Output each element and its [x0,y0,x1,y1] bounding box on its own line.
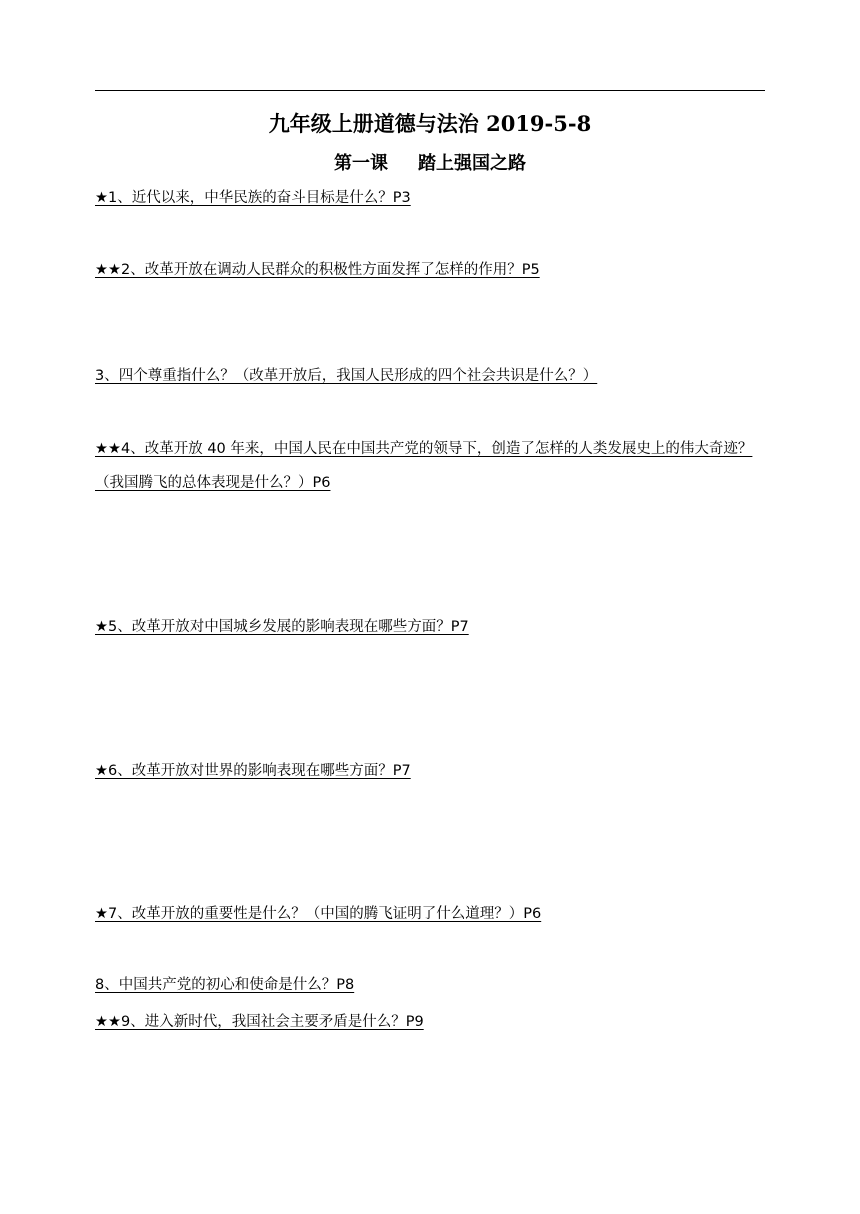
lesson-heading [0,149,860,175]
lesson-label: 第一课 [334,153,388,174]
question-6: ★6、改革开放对世界的影响表现在哪些方面？P7 [95,763,411,779]
question-2: ★★2、改革开放在调动人民群众的积极性方面发挥了怎样的作用？P5 [95,262,540,278]
question-7: ★7、改革开放的重要性是什么？（中国的腾飞证明了什么道理？）P6 [95,906,542,922]
question-5: ★5、改革开放对中国城乡发展的影响表现在哪些方面？P7 [95,619,469,635]
document-title: 九年级上册道德与法治 2019-5-8 [268,111,592,136]
question-8: 8、中国共产党的初心和使命是什么？P8 [95,977,355,993]
question-9: ★★9、进入新时代，我国社会主要矛盾是什么？P9 [95,1014,424,1030]
question-4: ★★4、改革开放 40 年来，中国人民在中国共产党的领导下，创造了怎样的人类发展史上的伟大奇迹？（我国腾飞的总体表现是什么？）P6 [95,441,753,491]
question-3: 3、四个尊重指什么？（改革开放后，我国人民形成的四个社会共识是什么？） [95,368,598,384]
question-1: ★1、近代以来，中华民族的奋斗目标是什么？P3 [95,190,411,206]
lesson-name: 踏上强国之路 [418,153,526,174]
header-rule [95,90,765,91]
